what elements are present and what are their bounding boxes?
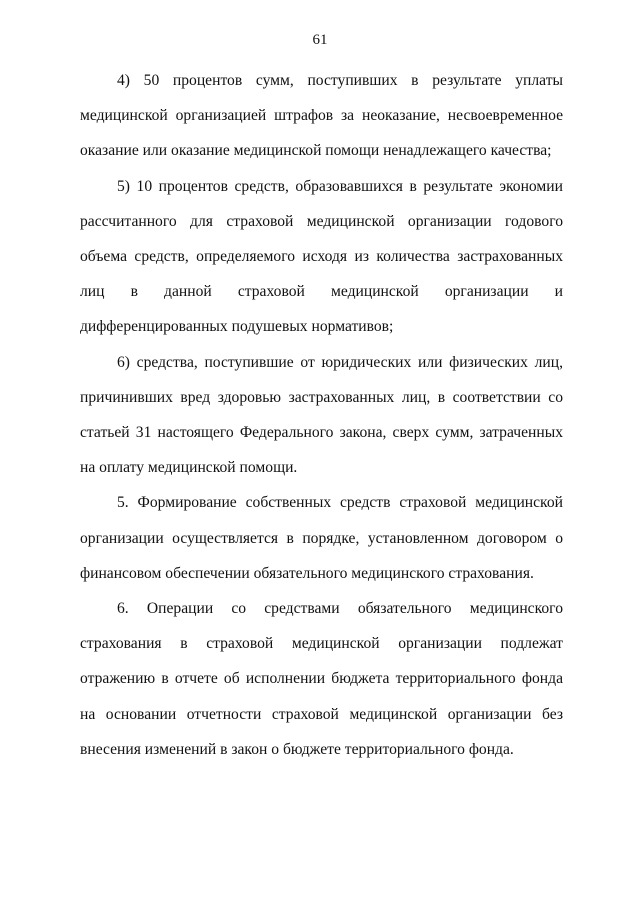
paragraph-item-5: 5) 10 процентов средств, образовавшихся в результате экономии рассчитанного для страховой медицинской организации годового объема средств, определяемого исходя из количества застрахованных лиц в данной страховой медицинской организации и дифференцированных подушевых нормативов; [80,177,563,336]
paragraph-section-6: 6. Операции со средствами обязательного медицинского страхования в страховой медицинской организации подлежат отражению в отчете об исполнении бюджета территориального фонда на основании отчетности страховой медицинской организации без внесения изменений в закон о бюджете территориального фонда. [80,600,563,758]
paragraph-item-4: 4) 50 процентов сумм, поступивших в результате уплаты медицинской организацией штрафов за неоказание, несвоевременное оказание или оказание медицинской помощи ненадлежащего качества; [80,72,563,160]
paragraph-section-5: 5. Формирование собственных средств страховой медицинской организации осуществляется в порядке, установленном договором о финансовом обеспечении обязательного медицинского страхования. [80,494,563,582]
page-number: 61 [312,32,328,48]
paragraph-item-6: 6) средства, поступившие от юридических или физических лиц, причинивших вред здоровью застрахованных лиц, в соответствии со статьей 31 настоящего Федерального закона, сверх сумм, затраченных на оплату медицинской помощи. [80,353,563,477]
document-body [80,63,563,767]
